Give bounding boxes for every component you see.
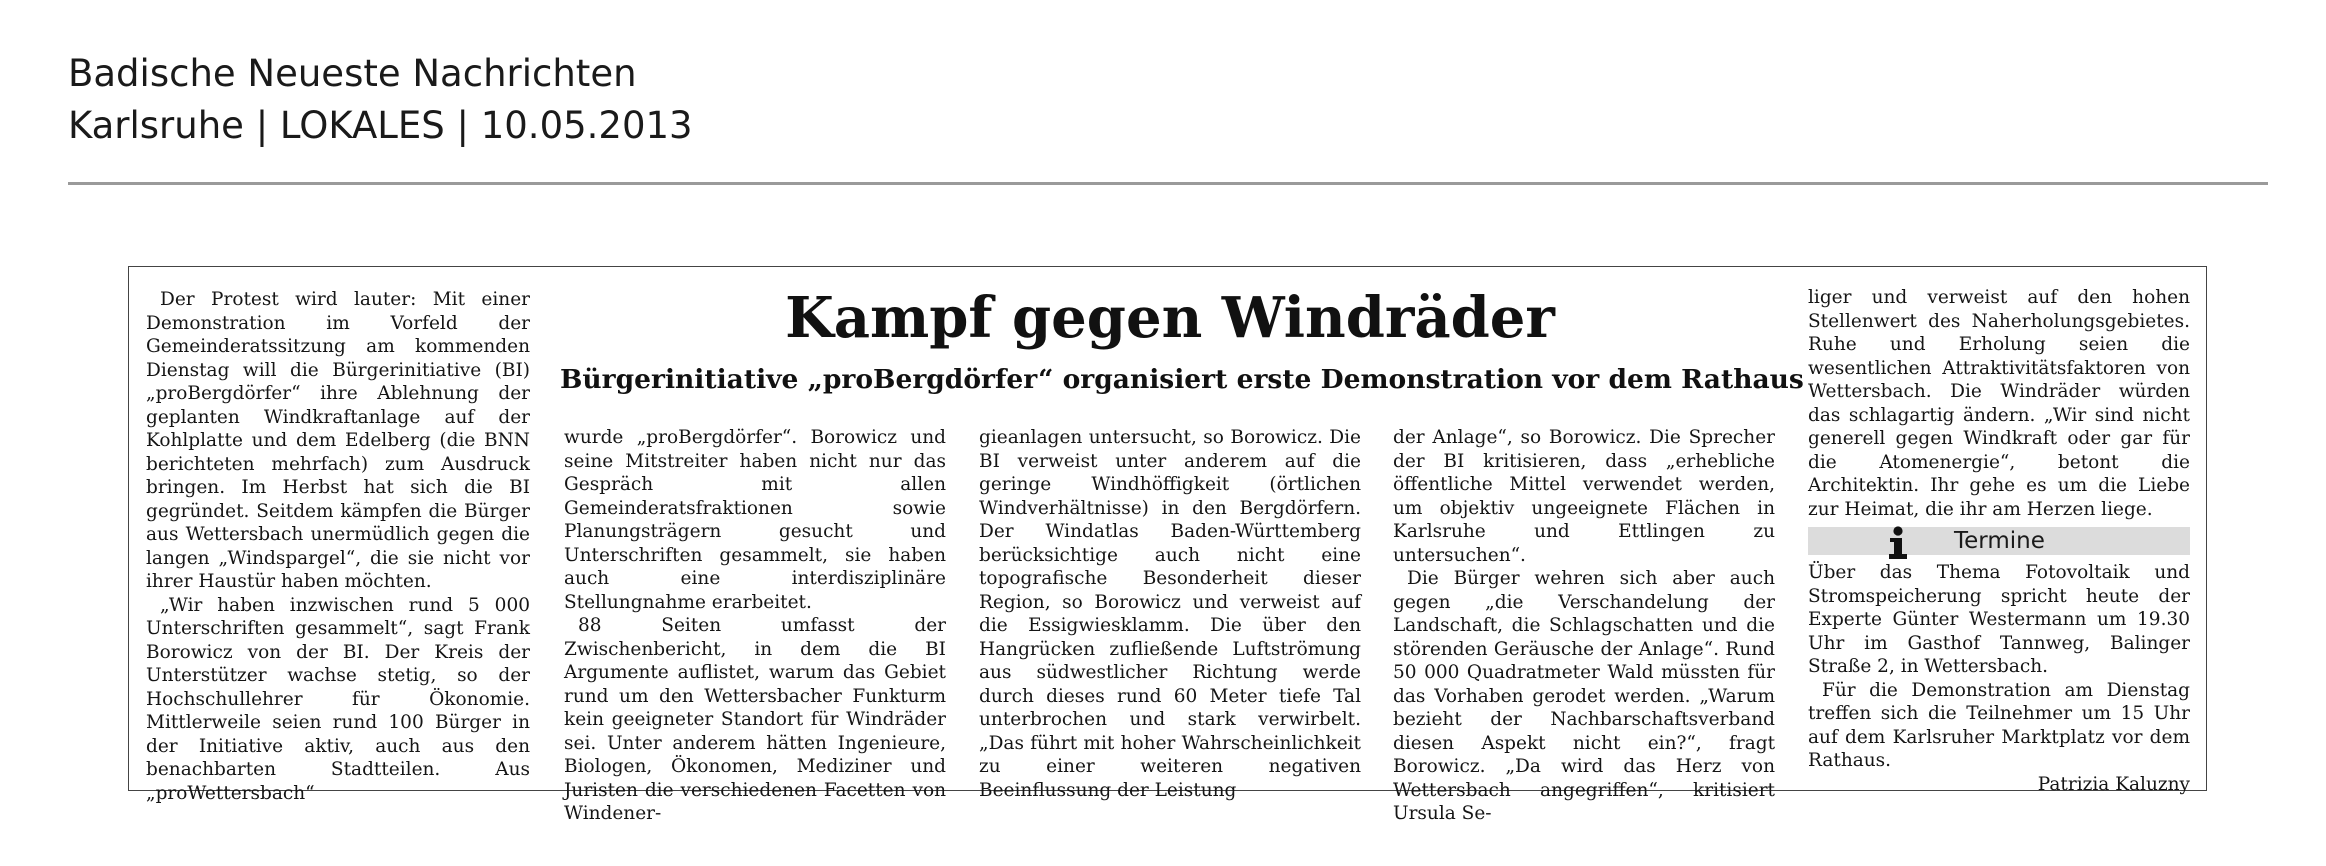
- publication-dateline: Karlsruhe | LOKALES | 10.05.2013: [68, 104, 693, 147]
- publication-header: [68, 48, 693, 152]
- termine-paragraph: Für die Demonstration am Dienstag treffen sich die Teilnehmer um 15 Uhr auf dem Karlsruher Marktplatz vor dem Rathaus.: [1808, 679, 2190, 771]
- article-paragraph: der Anlage“, so Borowicz. Die Sprecher der BI kritisieren, dass „erhebliche öffentliche Mittel verwendet werden, um objektiv ungeeignete Flächen in Karlsruhe und Ettlingen zu untersuchen“.: [1393, 427, 1775, 566]
- termine-paragraph: Über das Thema Fotovoltaik und Stromspeicherung spricht heute der Experte Günter Westermann um 19.30 Uhr im Gasthof Tannweg, Balinger Straße 2, in Wettersbach.: [1808, 562, 2190, 677]
- termine-box-header: [1808, 527, 2190, 555]
- article-paragraph: Die Bürger wehren sich aber auch gegen „die Verschandelung der Landschaft, die Schlagschatten und die störenden Geräusche der Anlage“. Rund 50 000 Quadratmeter Wald müssten für das Vorhaben gerodet werden. „Warum bezieht der Nachbarschaftsverband diesen Aspekt nicht ein?“, fragt Borowicz. „Da wird das Herz von Wettersbach angegriffen“, kritisiert Ursula Se-: [1393, 568, 1775, 824]
- termine-box-body: [1808, 561, 2190, 796]
- article-paragraph: 88 Seiten umfasst der Zwischenbericht, in dem die BI Argumente auflistet, warum das Gebiet rund um den Wettersbacher Funkturm kein geeigneter Standort für Windräder sei. Unter anderem hätten Ingenieure, Biologen, Ökonomen, Mediziner und Juristen die verschiedenen Facetten von Windener-: [564, 615, 946, 824]
- article-column-2: [564, 426, 946, 826]
- article-subheadline: Bürgerinitiative „proBergdörfer“ organisiert erste Demonstration vor dem Rathaus: [560, 364, 1804, 395]
- article-column-3: [979, 426, 1361, 802]
- termine-title: Termine: [1954, 528, 2045, 554]
- article-column-5: [1808, 286, 2190, 521]
- article-paragraph: Der Protest wird lauter: Mit einer Demonstration im Vorfeld der Gemeinderatssitzung am kommenden Dienstag will die Bürgerinitiative (BI) „proBergdörfer“ ihre Ablehnung der geplanten Windkraftanlage auf der Kohlplatte und dem Edelberg (die BNN berichteten mehrfach) zum Ausdruck bringen. Im Herbst hat sich die BI gegründet. Seitdem kämpfen die Bürger aus Wettersbach unermüdlich gegen die langen „Windspargel“, die sie nicht vor ihrer Haustür haben möchten.: [146, 289, 530, 592]
- author-name: Patrizia Kaluzny: [2037, 773, 2190, 795]
- info-icon: [1886, 525, 1910, 561]
- author-byline-row: [1808, 773, 2190, 797]
- publication-name: Badische Neueste Nachrichten: [68, 52, 637, 95]
- article-column-1: [146, 288, 530, 805]
- article-paragraph: wurde „proBergdörfer“. Borowicz und seine Mitstreiter haben nicht nur das Gespräch mit allen Gemeinderatsfraktionen sowie Planungsträgern gesucht und Unterschriften gesammelt, sie haben auch eine interdisziplinäre Stellungnahme erarbeitet.: [564, 427, 946, 613]
- article-paragraph: liger und verweist auf den hohen Stellenwert des Naherholungsgebietes. Ruhe und Erholung seien die wesentlichen Attraktivitätsfaktoren von Wettersbach. Die Windräder würden das schlagartig ändern. „Wir sind nicht generell gegen Windkraft oder gar für die Atomenergie“, betont die Architektin. Ihr gehe es um die Liebe zur Heimat, die ihr am Herzen liege.: [1808, 287, 2190, 520]
- header-divider: [68, 182, 2268, 185]
- article-headline: Kampf gegen Windräder: [785, 285, 1555, 351]
- article-column-4: [1393, 426, 1775, 826]
- article-paragraph: „Wir haben inzwischen rund 5 000 Unterschriften gesammelt“, sagt Frank Borowicz von der BI. Der Kreis der Unterstützer wachse stetig, so der Hochschullehrer für Ökonomie. Mittlerweile seien rund 100 Bürger in der Initiative aktiv, auch aus den benachbarten Stadtteilen. Aus „proWettersbach“: [146, 594, 530, 804]
- article-paragraph: gieanlagen untersucht, so Borowicz. Die BI verweist unter anderem auf die geringe Windhöffigkeit (örtlichen Windverhältnisse) in den Bergdörfern. Der Windatlas Baden-Württemberg berücksichtige auch nicht eine topografische Besonderheit dieser Region, so Borowicz und verweist auf die Essigwiesklamm. Die über den Hangrücken zufließende Luftströmung aus südwestlicher Richtung werde durch dieses rund 60 Meter tiefe Tal unterbrochen und stark verwirbelt. „Das führt mit hoher Wahrscheinlichkeit zu einer weiteren negativen Beeinflussung der Leistung: [979, 427, 1361, 801]
